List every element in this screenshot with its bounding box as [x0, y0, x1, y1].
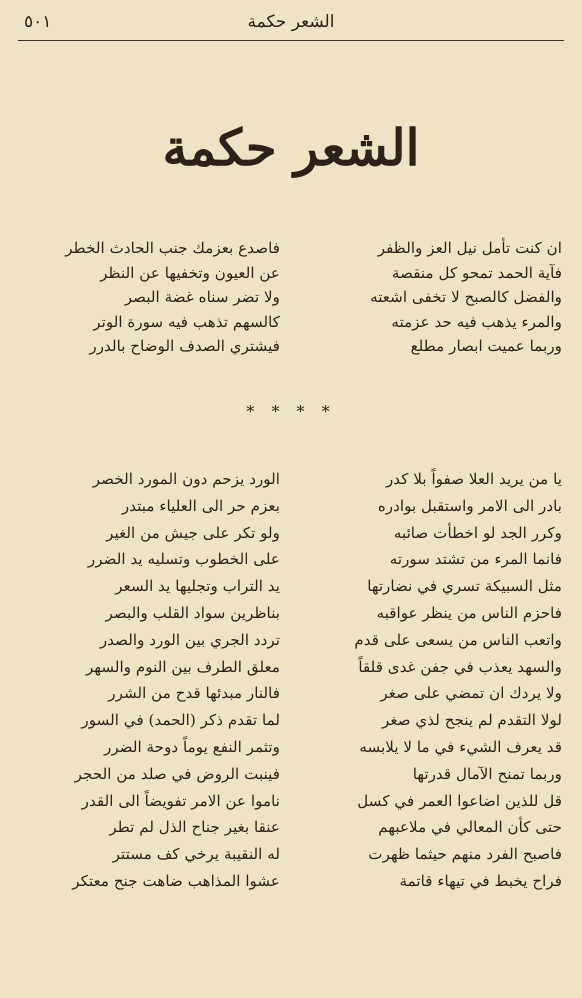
- verse-line: والفضل كالصبح لا تخفى اشعته: [370, 288, 562, 307]
- running-header: [18, 6, 564, 41]
- verse-line: بعزم حر الى العلياء مبتدر: [121, 496, 280, 515]
- verse-line: والمرء يذهب فيه حد عزمته: [391, 312, 562, 331]
- verse-line: وربما عميت ابصار مطلع: [410, 337, 562, 356]
- section-separator: * * * *: [246, 402, 336, 421]
- stanza1-right-column: [300, 236, 562, 359]
- verse-line: حتى كأن المعالي في ملاعبهم: [378, 818, 562, 837]
- verse-line: يد التراب وتجليها يد السعر: [115, 577, 280, 596]
- verse-line: كالسهم تذهب فيه سورة الوتر: [93, 312, 280, 331]
- verse-line: معلق الطرف بين النوم والسهر: [85, 657, 280, 676]
- verse-line: قل للذين اضاعوا العمر في كسل: [357, 791, 562, 810]
- verse-line: ولو تكر على جيش من الغير: [106, 523, 280, 542]
- verse-line: فالنار مبدئها قدح من الشرر: [108, 684, 280, 703]
- verse-line: ولا يردك ان تمضي على صغر: [380, 684, 562, 703]
- verse-line: وكرر الجد لو اخطأت صائبه: [393, 523, 562, 542]
- verse-line: على الخطوب وتسليه يد الضرر: [87, 550, 280, 569]
- verse-line: بناظرين سواد القلب والبصر: [105, 603, 280, 622]
- verse-line: وتثمر النفع يوماً دوحة الضرر: [103, 737, 280, 756]
- verse-line: الورد يزحم دون المورد الخصر: [92, 470, 280, 488]
- verse-line: فاصدع بعزمك جنب الحادث الخطر: [65, 239, 280, 257]
- stanza1-left-column: [18, 236, 280, 359]
- verse-line: فيشتري الصدف الوضاح بالدرر: [89, 337, 280, 356]
- verse-line: عن العيون وتخفيها عن النظر: [100, 263, 280, 282]
- verse-line: مثل السبيكة تسري في نضارتها: [367, 577, 562, 596]
- verse-line: عشوا المذاهب ضاهت جنح معتكر: [72, 871, 280, 890]
- poem-title: الشعر حكمة: [162, 118, 420, 177]
- verse-line: عنقا بغير جناح الذل لم تطر: [109, 818, 280, 837]
- verse-line: فآية الحمد تمحو كل منقصة: [391, 263, 562, 282]
- verse-line: تردد الجري بين الورد والصدر: [99, 630, 280, 649]
- verse-line: لولا التقدم لم ينجح لذي صغر: [381, 711, 562, 730]
- stanza2-right-column: [300, 466, 562, 895]
- running-header-title: الشعر حكمة: [247, 12, 335, 32]
- page-number: ٥٠١: [24, 12, 52, 32]
- verse-line: ان كنت تأمل نيل العز والظفر: [377, 239, 562, 257]
- verse-line: قد يعرف الشيء في ما لا يلابسه: [359, 737, 562, 756]
- verse-line: والسهد يعذب في جفن غدى قلقاً: [358, 657, 562, 676]
- verse-line: له النقيبة يرخي كف مستتر: [112, 845, 280, 864]
- verse-line: فاحزم الناس من ينظر عواقبه: [376, 603, 562, 622]
- verse-line: فراح يخبط في تيهاء قاتمة: [399, 871, 562, 890]
- verse-line: بادر الى الامر واستقبل بوادره: [377, 496, 562, 515]
- verse-line: ناموا عن الامر تفويضاً الى القدر: [81, 791, 280, 810]
- verse-line: فاصبح الفرد منهم حيثما ظهرت: [368, 845, 562, 864]
- verse-line: وربما تمنح الآمال قدرتها: [412, 764, 562, 783]
- verse-line: فينبت الروض في صلد من الحجر: [74, 764, 280, 783]
- verse-line: يا من يريد العلا صفواً بلا كدر: [385, 470, 562, 488]
- stanza2-left-column: [18, 466, 280, 895]
- verse-line: فانما المرء من تشتد سورته: [389, 550, 562, 569]
- verse-line: واتعب الناس من يسعى على قدم: [354, 630, 562, 649]
- verse-line: ولا تضر سناه غضة البصر: [124, 288, 280, 307]
- verse-line: لما تقدم ذكر (الحمد) في السور: [81, 711, 280, 730]
